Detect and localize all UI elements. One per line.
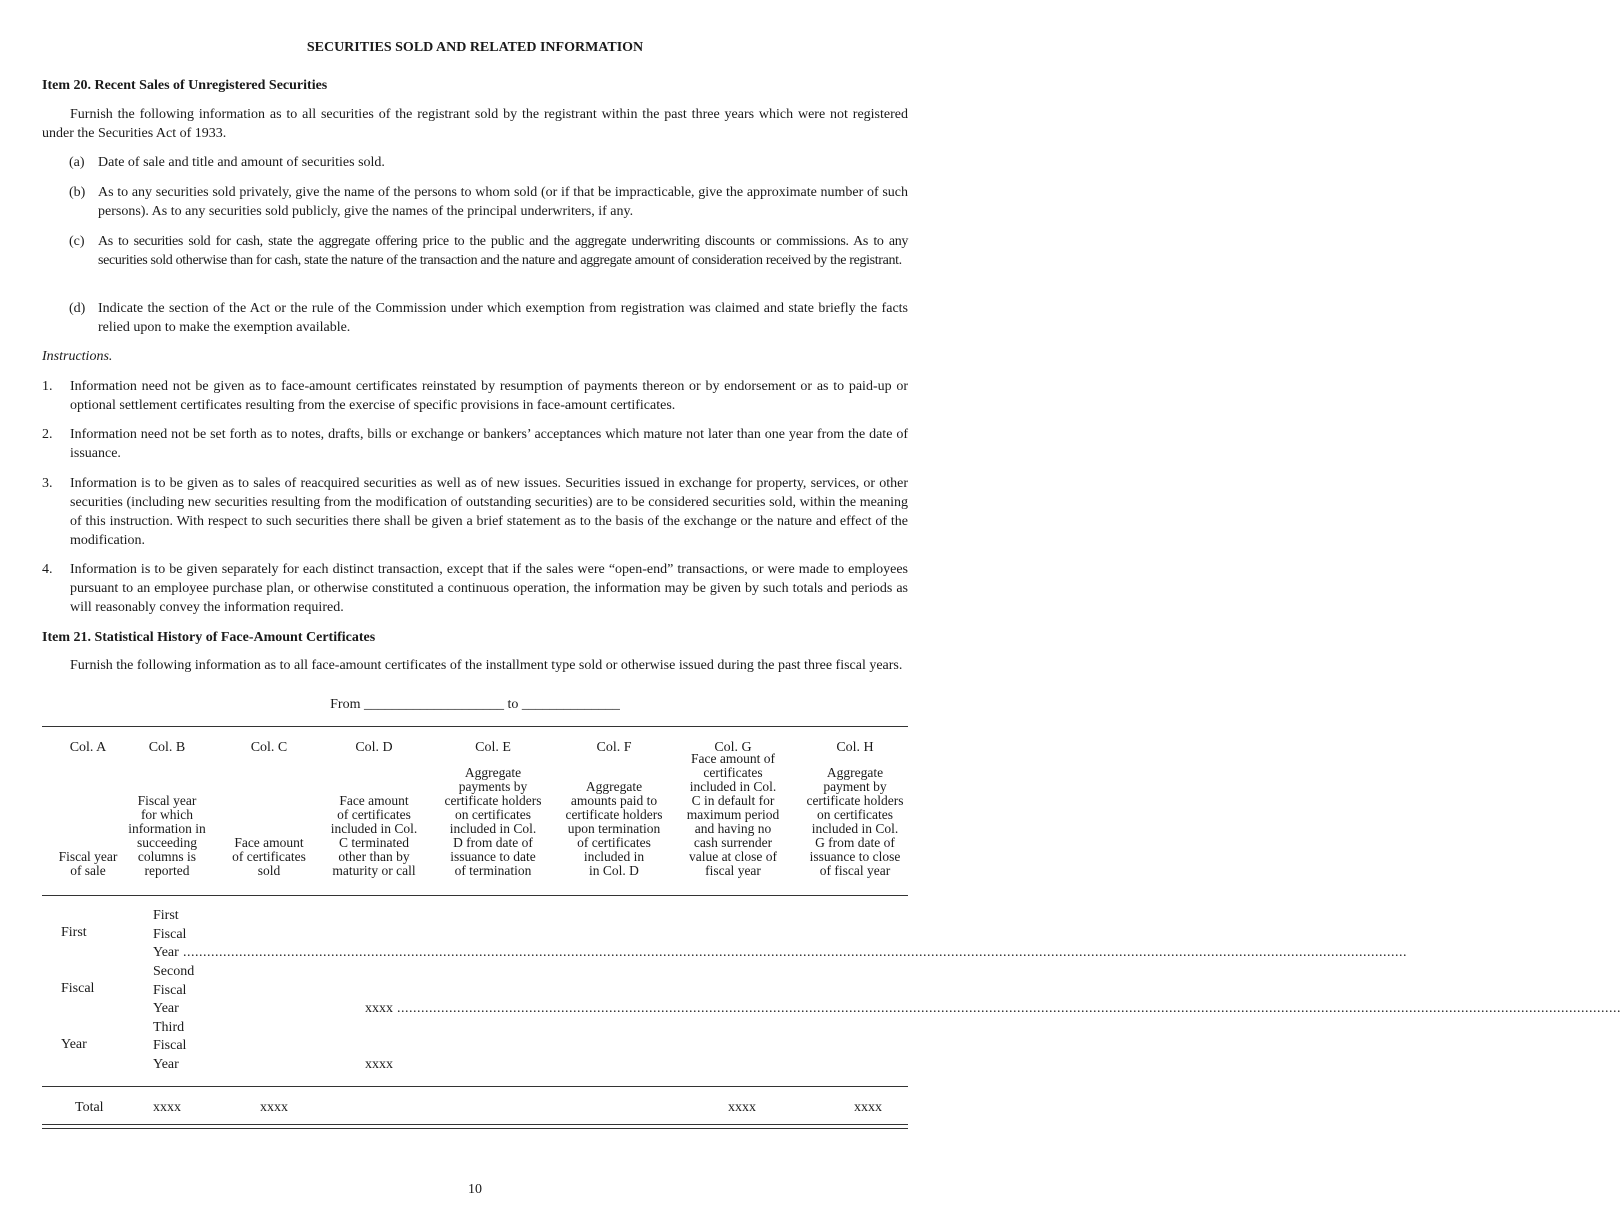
desc-line: value at close of — [688, 849, 778, 864]
desc-line: Aggregate — [585, 779, 643, 794]
desc-line: Face amount — [339, 793, 409, 808]
item20-list-item-a — [69, 153, 908, 172]
period-line — [42, 695, 908, 714]
row-second-line-2: Fiscal — [153, 983, 187, 998]
row-second-xxxx: xxxx — [365, 1001, 393, 1016]
row-third-xxxx: xxxx — [365, 1057, 393, 1072]
to-blank: ______________ — [521, 697, 620, 712]
desc-line: amounts paid to — [570, 793, 658, 808]
total-label: Total — [75, 1100, 104, 1115]
item20-list-item-d — [69, 299, 908, 337]
instructions-label: Instructions. — [42, 349, 113, 364]
instruction-number: 2. — [42, 427, 53, 442]
col-h-description — [796, 766, 914, 878]
desc-line: on certificates — [816, 807, 894, 822]
total-col-c: xxxx — [260, 1100, 288, 1115]
desc-line: certificate holders — [444, 793, 542, 808]
desc-line: columns is — [137, 849, 197, 864]
instruction-text: Information need not be set forth as to notes, drafts, bills or exchange or bankers’ acceptances which mature not later than one year from the date of issuance. — [70, 427, 908, 461]
desc-line: fiscal year — [705, 863, 761, 878]
col-b-header: Col. B — [148, 740, 186, 755]
instruction-1 — [42, 377, 908, 415]
desc-line: of certificates — [337, 807, 411, 822]
col-c-header: Col. C — [250, 740, 288, 755]
page-number: 10 — [468, 1182, 482, 1197]
desc-line: maturity or call — [332, 863, 416, 878]
desc-line: information in — [128, 821, 206, 836]
desc-line: of certificates — [232, 849, 306, 864]
desc-line: included in Col. — [811, 821, 899, 836]
row-first-line-3: Year — [153, 945, 179, 960]
desc-line: payment by — [823, 779, 887, 794]
item20-intro: Furnish the following information as to all securities of the registrant sold by the registrant within the past three years which were not registered under the Securities Act of 1933. — [42, 107, 908, 141]
row-third-line-2: Fiscal — [153, 1038, 187, 1053]
row-label-fiscal: Fiscal — [61, 981, 95, 996]
row-third-line-3: Year — [153, 1057, 179, 1072]
desc-line: of certificates — [577, 835, 651, 850]
col-g-header: Col. G — [714, 740, 752, 755]
list-label: (b) — [69, 185, 86, 200]
list-label: (d) — [69, 301, 86, 316]
instruction-number: 1. — [42, 379, 53, 394]
to-label: to — [507, 697, 519, 712]
row-first-line-2: Fiscal — [153, 927, 187, 942]
row-label-first: First — [61, 925, 87, 940]
desc-line: of sale — [70, 863, 106, 878]
col-h-header: Col. H — [836, 740, 874, 755]
desc-line: certificate holders — [806, 793, 904, 808]
col-a-header: Col. A — [69, 740, 107, 755]
table-bottom-rule-2 — [42, 1128, 908, 1129]
desc-line: included in Col. — [330, 821, 418, 836]
instruction-2 — [42, 425, 908, 463]
desc-line: sold — [257, 863, 281, 878]
desc-line: of fiscal year — [819, 863, 891, 878]
page-title: SECURITIES SOLD AND RELATED INFORMATION — [306, 40, 644, 55]
row-first-line-1: First — [153, 908, 179, 923]
instruction-text: Information is to be given separately for each distinct transaction, except that if the sales were “open-end” transactions, or were made to employees pursuant to an employee purchase plan, or otherwise constituted a continuous operation, the information may be given by such totals and periods as will reasonably convey the information required. — [70, 562, 908, 615]
list-text: Date of sale and title and amount of securities sold. — [98, 155, 385, 170]
desc-line: certificates — [703, 765, 763, 780]
col-e-header: Col. E — [475, 740, 511, 755]
list-text: As to securities sold for cash, state the aggregate offering price to the public and the aggregate underwriting discounts or commissions. As to any securities sold otherwise than for cash, state the nature of the transaction and the nature and aggregate amount of consideration received by the registrant. — [98, 234, 908, 268]
desc-line: Aggregate — [826, 765, 884, 780]
desc-line: C terminated — [338, 835, 410, 850]
desc-line: Fiscal year — [58, 849, 118, 864]
total-col-b: xxxx — [153, 1100, 181, 1115]
desc-line: certificate holders — [565, 807, 663, 822]
desc-line: included in Col. — [689, 779, 777, 794]
instruction-text: Information is to be given as to sales of reacquired securities as well as of new issues. Securities issued in exchange for property, services, or other securities (including new securities resulting from the modification of outstanding securities) are to be considered securities sold, within the meaning of this instruction. With respect to such securities there shall be given a brief statement as to the basis of the exchange or the nature and effect of the modification. — [70, 476, 908, 548]
instruction-text: Information need not be given as to face-amount certificates reinstated by resumption of payments thereon or by endorsement or as to paid-up or optional settlement certificates resulting from the exercise of specific provisions in face-amount certificates. — [70, 379, 908, 413]
desc-line: Fiscal year — [137, 793, 197, 808]
item21-intro: Furnish the following information as to all face-amount certificates of the installment type sold or otherwise issued during the past three fiscal years. — [70, 658, 903, 673]
item20-list-item-b — [69, 183, 908, 221]
desc-line: on certificates — [454, 807, 532, 822]
desc-line: in Col. D — [589, 863, 639, 878]
desc-line: included in Col. — [449, 821, 537, 836]
col-f-header: Col. F — [596, 740, 632, 755]
instruction-3 — [42, 474, 908, 550]
row-second-line-1: Second — [153, 964, 195, 979]
desc-line: D from date of — [453, 835, 533, 850]
item21-heading: Item 21. Statistical History of Face-Amount Certificates — [42, 630, 376, 645]
col-c-description — [222, 836, 316, 878]
item20-list-item-c — [69, 232, 908, 270]
desc-line: issuance to date — [450, 849, 536, 864]
desc-line: G from date of — [815, 835, 895, 850]
col-b-description — [120, 794, 214, 878]
desc-line: upon termination — [567, 821, 661, 836]
desc-line: Aggregate — [464, 765, 522, 780]
list-text: As to any securities sold privately, give the name of the persons to whom sold (or if that be impracticable, give the approximate number of such persons). As to any securities sold publicly, give the names of the principal underwriters, if any. — [98, 185, 908, 219]
total-top-rule — [42, 1086, 908, 1087]
list-label: (c) — [69, 234, 85, 249]
from-label: From — [330, 697, 361, 712]
desc-line: and having no — [694, 821, 772, 836]
instruction-number: 3. — [42, 476, 53, 491]
desc-line: issuance to close — [809, 849, 901, 864]
row-third-line-1: Third — [153, 1020, 185, 1035]
list-text: Indicate the section of the Act or the rule of the Commission under which exemption from registration was claimed and state briefly the facts relied upon to make the exemption available. — [98, 301, 908, 335]
col-f-description — [556, 780, 672, 878]
desc-line: C in default for — [691, 793, 775, 808]
row-second-line-3: Year — [153, 1001, 179, 1016]
row-second-dot-leader: .................................................................................................................................................................................................................................................................................................................. — [397, 1001, 1621, 1016]
desc-line: for which — [140, 807, 194, 822]
instruction-number: 4. — [42, 562, 53, 577]
instruction-4 — [42, 560, 908, 617]
table-bottom-rule-1 — [42, 1124, 908, 1125]
col-d-description — [324, 794, 424, 878]
item20-heading: Item 20. Recent Sales of Unregistered Securities — [42, 78, 328, 93]
row-first-dot-leader: .................................................................................................................................................................................................................................................................................................................. — [183, 945, 1407, 960]
list-label: (a) — [69, 155, 85, 170]
total-col-g: xxxx — [728, 1100, 756, 1115]
desc-line: Face amount of — [691, 751, 775, 766]
col-e-description — [435, 766, 551, 878]
desc-line: Face amount — [234, 835, 304, 850]
col-d-header: Col. D — [355, 740, 393, 755]
total-col-h: xxxx — [854, 1100, 882, 1115]
desc-line: reported — [144, 863, 190, 878]
desc-line: of termination — [454, 863, 532, 878]
desc-line: included in — [583, 849, 645, 864]
row-label-year: Year — [61, 1037, 87, 1052]
from-blank: ____________________ — [363, 697, 504, 712]
desc-line: payments by — [458, 779, 528, 794]
desc-line: other than by — [338, 849, 410, 864]
col-g-description — [675, 752, 791, 878]
desc-line: cash surrender — [693, 835, 773, 850]
desc-line: maximum period — [686, 807, 780, 822]
header-bottom-rule — [42, 895, 908, 896]
desc-line: succeeding — [137, 835, 197, 850]
table-top-rule — [42, 726, 908, 727]
